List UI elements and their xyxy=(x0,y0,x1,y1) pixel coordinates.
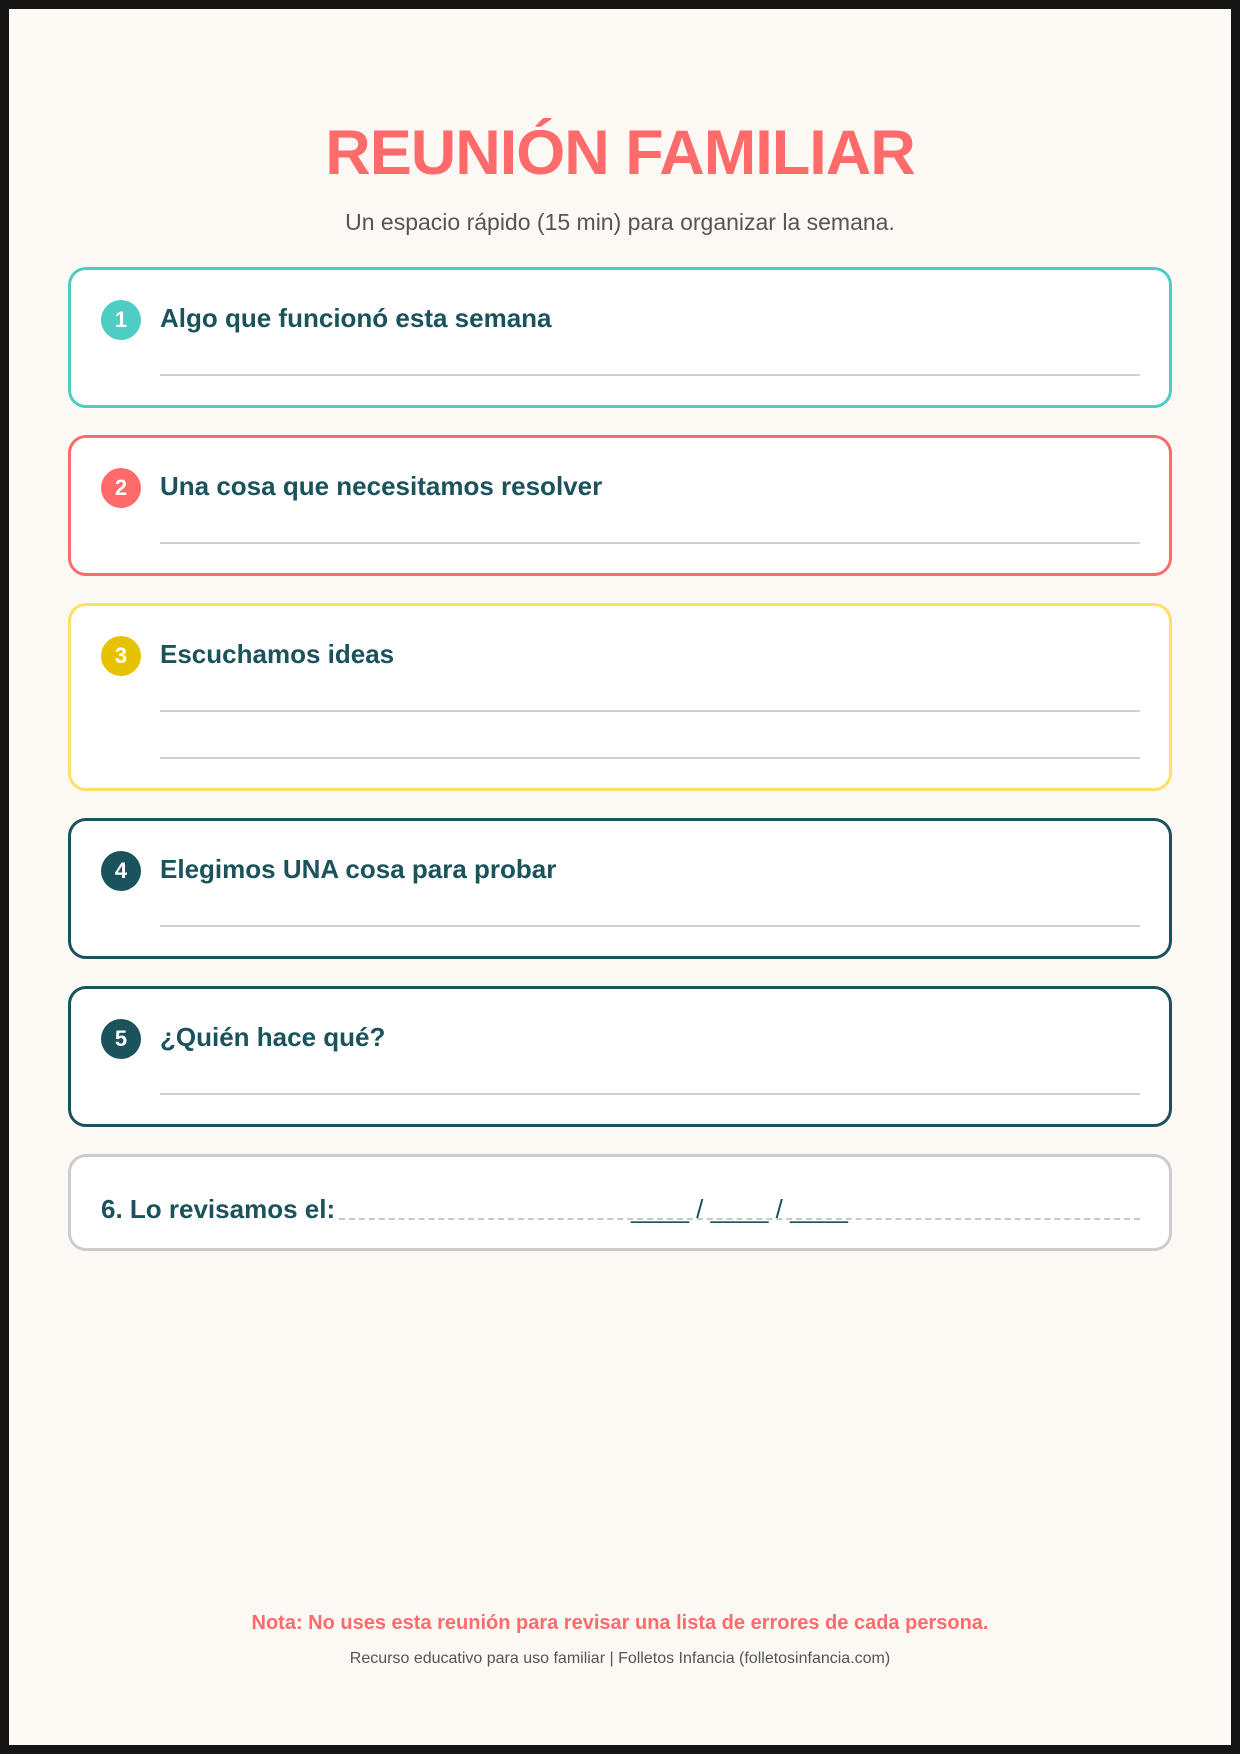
section-card-3 xyxy=(68,603,1172,791)
writing-line[interactable] xyxy=(160,542,1140,544)
footer-credit: Recurso educativo para uso familiar | Folletos Infancia (folletosinfancia.com) xyxy=(349,1650,891,1667)
page-subtitle: Un espacio rápido (15 min) para organizar la semana. xyxy=(345,209,895,235)
section-title: Una cosa que necesitamos resolver xyxy=(160,471,603,501)
writing-line[interactable] xyxy=(160,757,1140,759)
section-title: ¿Quién hace qué? xyxy=(160,1022,386,1052)
writing-line[interactable] xyxy=(160,1093,1140,1095)
section-number-badge: 1 xyxy=(101,300,141,340)
review-label: 6. Lo revisamos el: xyxy=(101,1194,336,1224)
page-title: REUNIÓN FAMILIAR xyxy=(325,118,915,188)
section-title: Algo que funcionó esta semana xyxy=(160,303,552,333)
section-card-1 xyxy=(68,267,1172,408)
section-card-5 xyxy=(68,986,1172,1127)
review-date-card xyxy=(68,1154,1172,1251)
section-card-2 xyxy=(68,435,1172,576)
review-date-field[interactable]: ____ / ____ / ____ xyxy=(631,1194,848,1224)
section-number-badge: 4 xyxy=(101,851,141,891)
section-number-badge: 2 xyxy=(101,468,141,508)
worksheet-page xyxy=(9,9,1231,1745)
section-number-badge: 3 xyxy=(101,636,141,676)
writing-line[interactable] xyxy=(160,374,1140,376)
section-title: Elegimos UNA cosa para probar xyxy=(160,854,557,884)
writing-line[interactable] xyxy=(160,925,1140,927)
section-number-badge: 5 xyxy=(101,1019,141,1059)
writing-line[interactable] xyxy=(160,710,1140,712)
section-title: Escuchamos ideas xyxy=(160,639,395,669)
section-card-4 xyxy=(68,818,1172,959)
footer-note: Nota: No uses esta reunión para revisar una lista de errores de cada persona. xyxy=(251,1612,989,1634)
